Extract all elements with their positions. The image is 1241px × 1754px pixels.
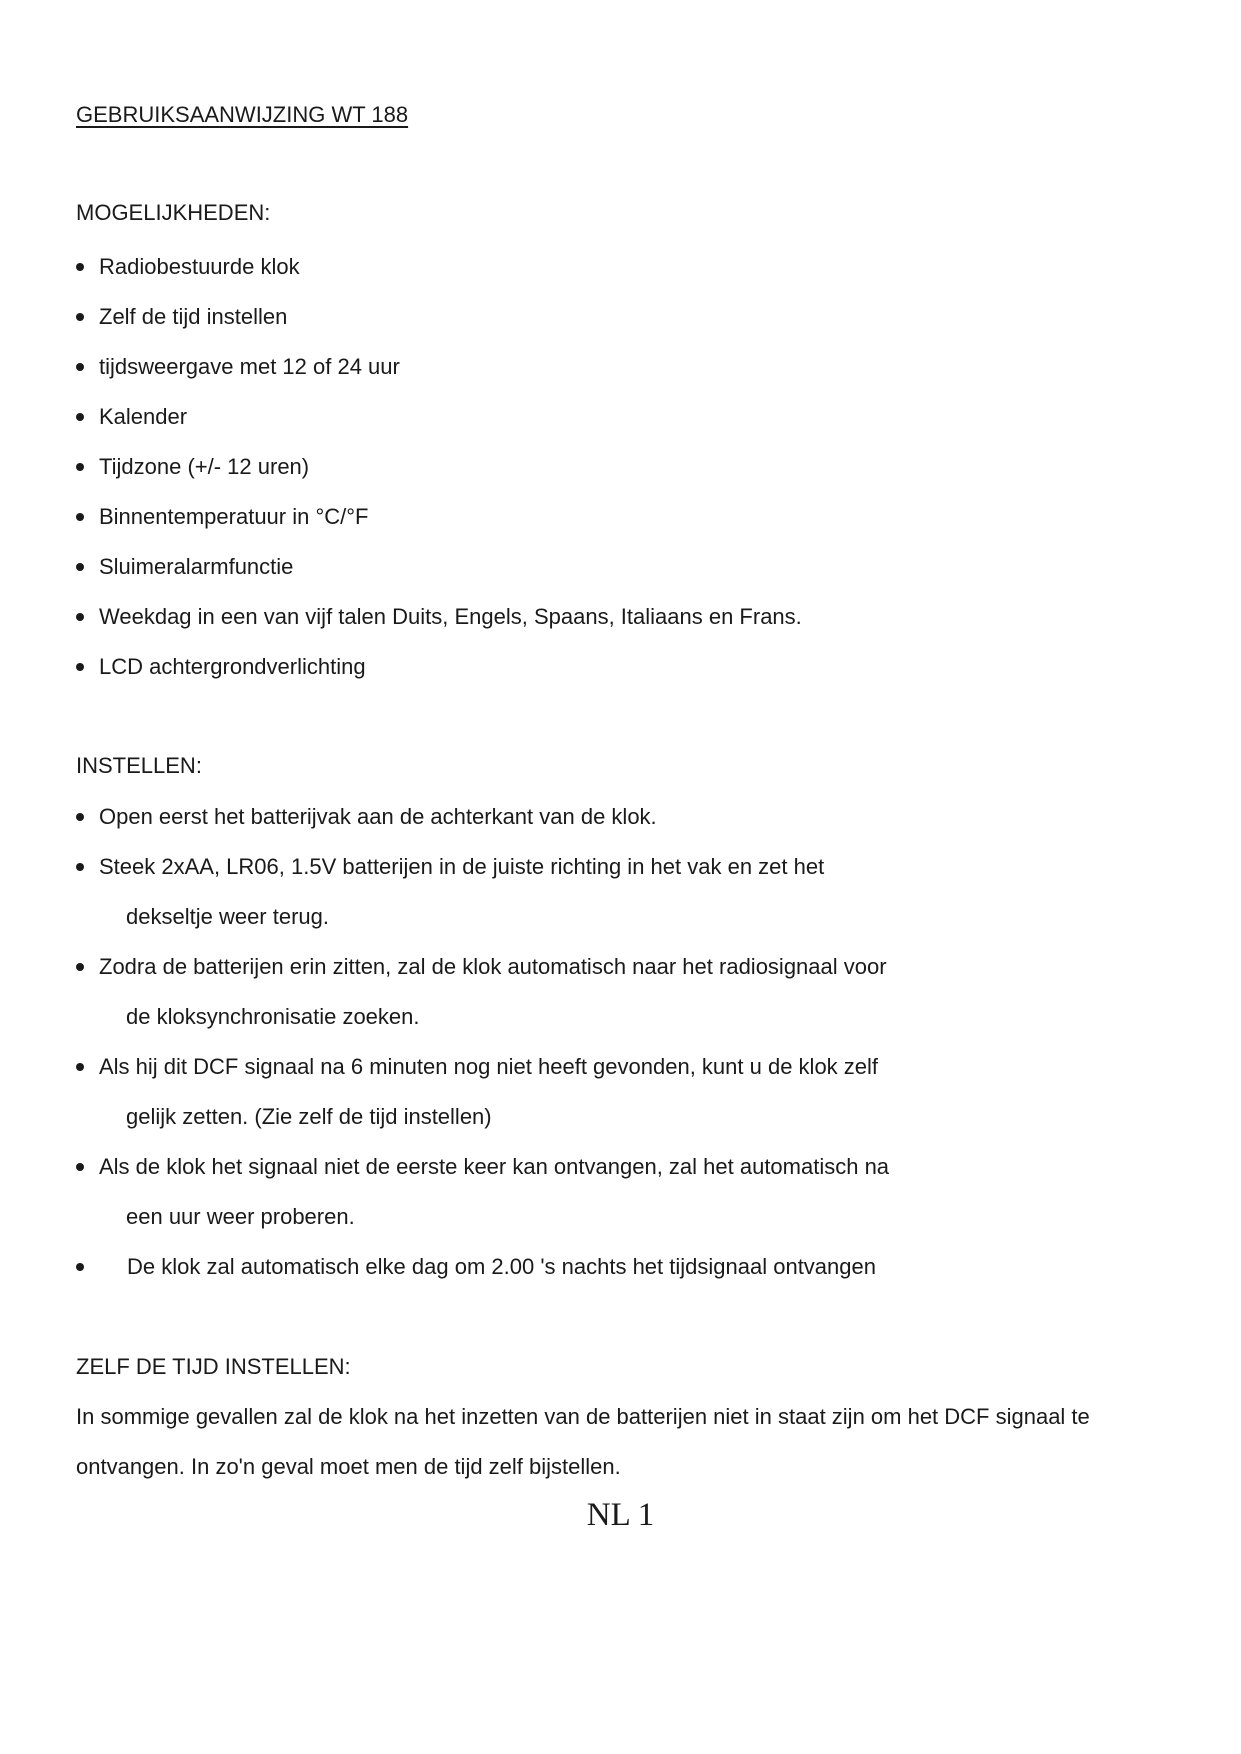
manual-time-heading: ZELF DE TIJD INSTELLEN: xyxy=(76,1354,351,1379)
list-item-continuation: de kloksynchronisatie zoeken. xyxy=(126,1004,420,1029)
bullet-icon xyxy=(76,513,84,521)
list-item-text: Open eerst het batterijvak aan de achterkant van de klok. xyxy=(99,804,657,829)
bullet-icon xyxy=(76,463,84,471)
bullet-icon xyxy=(76,813,84,821)
list-item-text: Tijdzone (+/- 12 uren) xyxy=(99,454,310,479)
list-item-text: Als hij dit DCF signaal na 6 minuten nog niet heeft gevonden, kunt u de klok zelf xyxy=(99,1054,879,1079)
list-item-text: Radiobestuurde klok xyxy=(99,254,300,279)
list-item xyxy=(76,442,802,492)
list-item-text: LCD achtergrondverlichting xyxy=(99,654,366,679)
bullet-icon xyxy=(76,313,84,321)
bullet-icon xyxy=(76,363,84,371)
features-list xyxy=(76,242,802,692)
list-item xyxy=(76,242,802,292)
list-item-continuation: een uur weer proberen. xyxy=(126,1204,355,1229)
list-item xyxy=(76,592,802,642)
list-item xyxy=(76,942,889,1042)
list-item xyxy=(76,1142,889,1242)
list-item-text: Kalender xyxy=(99,404,188,429)
page-number: NL 1 xyxy=(586,1497,655,1533)
list-item xyxy=(76,642,802,692)
bullet-icon xyxy=(76,263,84,271)
document-title: GEBRUIKSAANWIJZING WT 188 xyxy=(76,102,409,127)
list-item-text: Binnentemperatuur in °C/°F xyxy=(99,504,369,529)
list-item xyxy=(76,292,802,342)
list-item xyxy=(76,542,802,592)
bullet-icon xyxy=(76,663,84,671)
list-item-text: Steek 2xAA, LR06, 1.5V batterijen in de juiste richting in het vak en zet het xyxy=(99,854,825,879)
bullet-icon xyxy=(76,863,84,871)
manual-time-paragraph: In sommige gevallen zal de klok na het inzetten van de batterijen niet in staat zijn om het DCF signaal te ontvangen. In zo'n geval moet men de tijd zelf bijstellen. xyxy=(76,1404,1090,1479)
list-item-text: Weekdag in een van vijf talen Duits, Engels, Spaans, Italiaans en Frans. xyxy=(99,604,802,629)
list-item xyxy=(76,342,802,392)
bullet-icon xyxy=(76,613,84,621)
list-item xyxy=(76,1242,889,1292)
bullet-icon xyxy=(76,1263,84,1271)
bullet-icon xyxy=(76,413,84,421)
setup-list xyxy=(76,792,889,1292)
bullet-icon xyxy=(76,563,84,571)
bullet-icon xyxy=(76,963,84,971)
list-item-text: Zelf de tijd instellen xyxy=(99,304,288,329)
list-item-text: Als de klok het signaal niet de eerste keer kan ontvangen, zal het automatisch na xyxy=(99,1154,890,1179)
bullet-icon xyxy=(76,1063,84,1071)
list-item-text: Zodra de batterijen erin zitten, zal de klok automatisch naar het radiosignaal voor xyxy=(99,954,887,979)
list-item-continuation: dekseltje weer terug. xyxy=(126,904,329,929)
list-item xyxy=(76,392,802,442)
bullet-icon xyxy=(76,1163,84,1171)
list-item xyxy=(76,842,889,942)
list-item-text: De klok zal automatisch elke dag om 2.00 's nachts het tijdsignaal ontvangen xyxy=(127,1254,876,1279)
list-item-text: Sluimeralarmfunctie xyxy=(99,554,294,579)
list-item-text: tijdsweergave met 12 of 24 uur xyxy=(99,354,400,379)
list-item-continuation: gelijk zetten. (Zie zelf de tijd instellen) xyxy=(126,1104,492,1129)
list-item xyxy=(76,492,802,542)
list-item xyxy=(76,1042,889,1142)
features-heading: MOGELIJKHEDEN: xyxy=(76,200,271,225)
setup-heading: INSTELLEN: xyxy=(76,753,202,778)
list-item xyxy=(76,792,889,842)
